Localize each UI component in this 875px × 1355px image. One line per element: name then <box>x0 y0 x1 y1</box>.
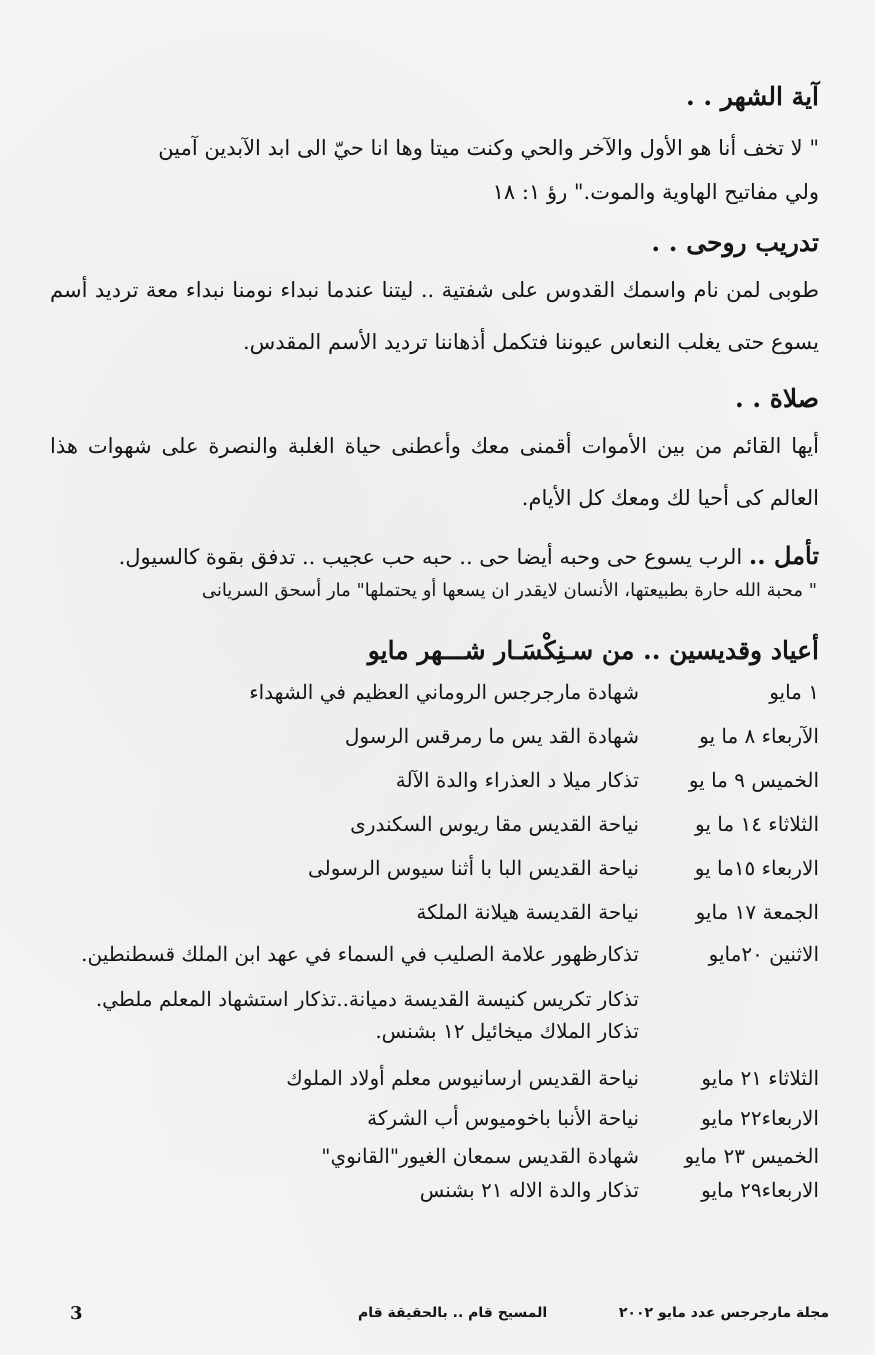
feast-desc: شهادة مارجرجس الروماني العظيم في الشهداء <box>249 680 639 704</box>
feast-date: الاربعاء٢٩ مايو <box>701 1178 819 1202</box>
feast-desc: تذكار والدة الاله ٢١ بشنس <box>419 1178 639 1202</box>
meditation-text: الرب يسوع حى وحبه أيضا حى .. حبه حب عجيب .. تدفق بقوة كالسيول. <box>118 545 743 569</box>
feast-row <box>50 1099 819 1137</box>
training-text: طوبى لمن نام واسمك القدوس على شفتية .. ليتنا عندما نبداء نومنا نبداء معة ترديد أسم يسوع حتى يغلب النعاس عيوننا فتكمل أذهاننا ترديد الأسم المقدس. <box>50 278 819 354</box>
feast-date: الثلاثاء ٢١ مايو <box>701 1066 819 1090</box>
page-number: 3 <box>70 1303 83 1324</box>
feast-date: الخميس ٢٣ مايو <box>684 1144 819 1168</box>
meditation-heading: تأمل .. <box>748 541 819 570</box>
feast-desc: نياحة القديس ارسانيوس معلم أولاد الملوك <box>286 1066 639 1090</box>
page-content <box>50 78 819 1205</box>
feast-row <box>50 1175 819 1205</box>
prayer-heading: صلاة . . <box>734 384 819 413</box>
footer-slogan: المسيح قام .. بالحقيقة قام <box>358 1305 548 1321</box>
verse-line-2: ولي مفاتيح الهاوية والموت." رؤ ١: ١٨ <box>492 180 819 204</box>
feast-desc: نياحة الأنبا باخوميوس أب الشركة <box>367 1106 639 1130</box>
training-heading: تدريب روحى . . <box>651 228 819 257</box>
verse-heading: آية الشهر . . <box>685 82 819 111</box>
verse-line-1: " لا تخف أنا هو الأول والآخر والحي وكنت ميتا وها انا حيّ الى ابد الآبدين آمين <box>158 136 819 160</box>
verse-section <box>50 78 819 212</box>
feast-continuation: تذكار الملاك ميخائيل ١٢ بشنس. <box>375 1019 639 1043</box>
feast-desc: شهادة القديس سمعان الغيور"القانوي" <box>321 1144 639 1168</box>
feast-desc: تذكار ميلا د العذراء والدة الآلة <box>395 768 639 792</box>
feast-desc: نياحة القديس البا با أثنا سيوس الرسولى <box>307 856 639 880</box>
meditation-line <box>50 536 819 577</box>
feasts-section <box>50 631 819 1205</box>
feast-row <box>50 717 819 755</box>
meditation-section <box>50 536 819 605</box>
feast-date: الآربعاء ٨ ما يو <box>699 724 819 748</box>
meditation-quote: " محبة الله حارة بطبيعتها، الأنسان لايقدر ان يسعها أو يحتملها" مار أسحق السريانى <box>201 580 817 601</box>
feast-desc: تذكارظهور علامة الصليب في السماء في عهد ابن الملك قسطنطين. <box>81 942 639 966</box>
feast-row <box>50 761 819 799</box>
feast-row <box>50 1137 819 1175</box>
feast-date: الاربعاء٢٢ مايو <box>701 1106 819 1130</box>
feast-date: الاثنين ٢٠مايو <box>708 942 819 966</box>
feast-row <box>50 673 819 711</box>
training-section <box>50 224 819 368</box>
feast-row <box>50 893 819 931</box>
prayer-text: أيها القائم من بين الأموات أقمنى معك وأعطنى حياة الغلبة والنصرة على شهوات هذا العالم كى أحيا لك ومعك كل الأيام. <box>50 434 819 510</box>
feast-date: الثلاثاء ١٤ ما يو <box>695 812 819 836</box>
feast-desc: نياحة القديسة هيلانة الملكة <box>416 900 639 924</box>
page-footer <box>0 1303 875 1327</box>
feasts-list <box>50 673 819 1205</box>
feasts-title: أعياد وقديسين .. من سـنِكْسَـار شـــهر مايو <box>367 636 819 665</box>
feast-row <box>50 849 819 887</box>
feast-date: الجمعة ١٧ مايو <box>695 900 819 924</box>
feast-row <box>50 1059 819 1097</box>
feast-row <box>50 935 819 973</box>
feast-date: الاربعاء ١٥ما يو <box>694 856 819 880</box>
prayer-section <box>50 380 819 524</box>
feast-date: ١ مايو <box>769 680 819 704</box>
feast-desc: شهادة القد يس ما رمرقس الرسول <box>344 724 639 748</box>
feast-date: الخميس ٩ ما يو <box>688 768 819 792</box>
feast-desc: نياحة القديس مقا ريوس السكندرى <box>350 812 639 836</box>
feast-continuation: تذكار تكريس كنيسة القديسة دميانة..تذكار استشهاد المعلم ملطي. <box>95 987 639 1011</box>
footer-magazine: مجلة مارجرجس عدد مايو ٢٠٠٢ <box>618 1305 829 1321</box>
feast-row <box>50 805 819 843</box>
